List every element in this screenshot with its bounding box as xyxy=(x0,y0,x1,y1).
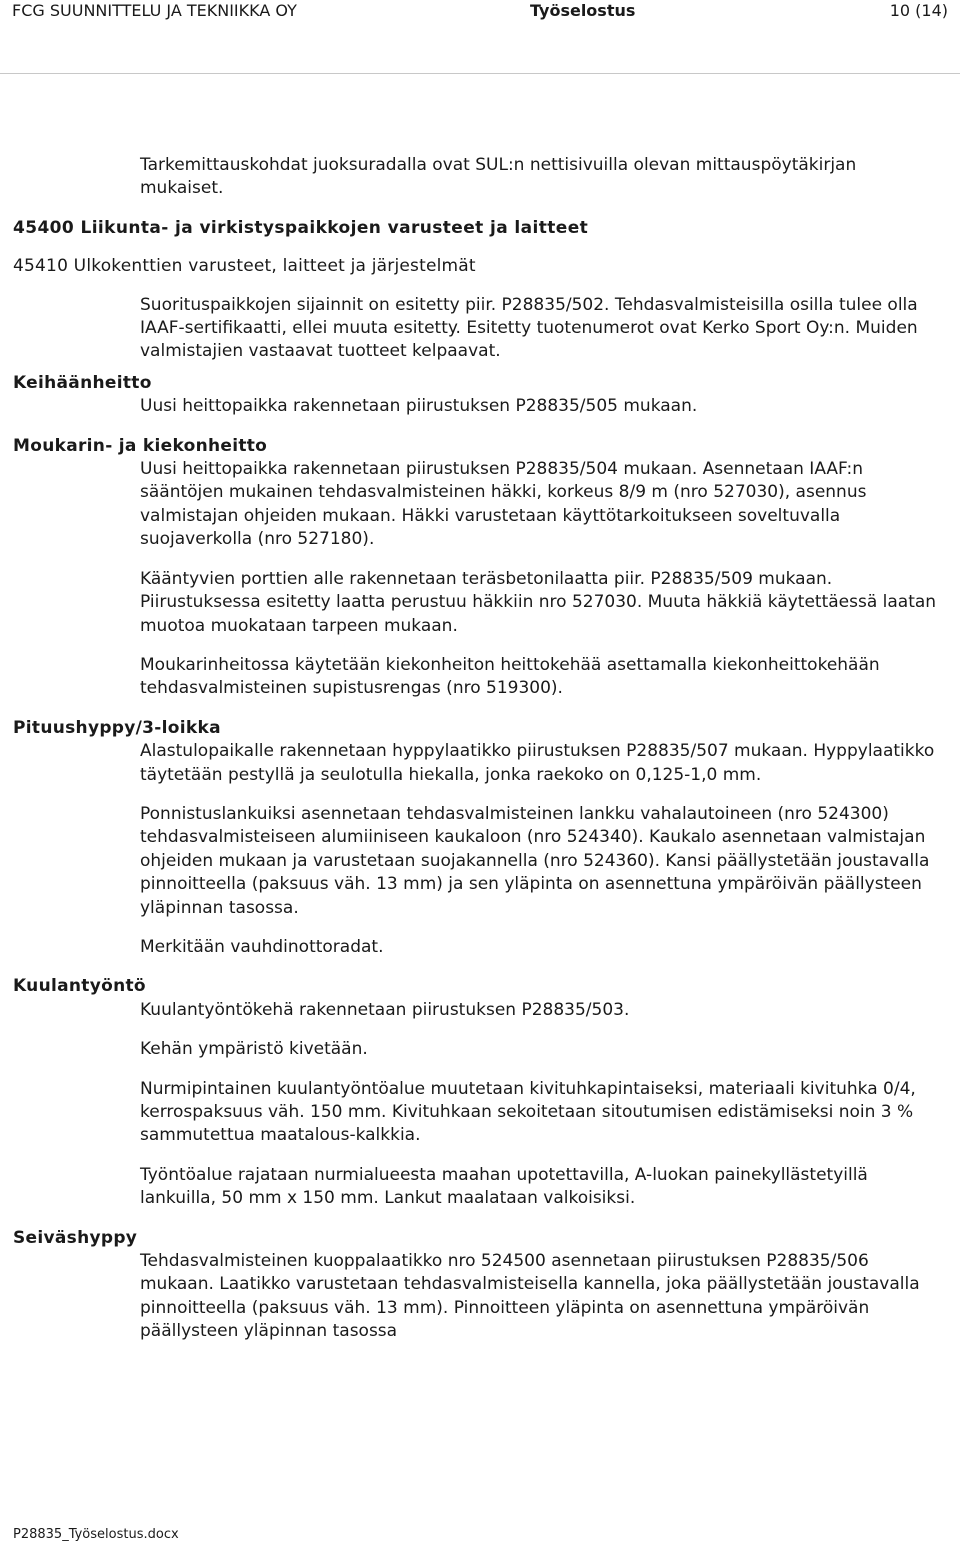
paragraph-intro: Tarkemittauskohdat juoksuradalla ovat SUL:n nettisivuilla olevan mittauspöytäkirjan mukaiset. xyxy=(140,155,857,199)
heading-45400: 45400 Liikunta- ja virkistyspaikkojen varusteet ja laitteet xyxy=(13,217,589,238)
paragraph-pituus-1: Alastulopaikalle rakennetaan hyppylaatikko piirustuksen P28835/507 mukaan. Hyppylaatikko täytetään pestyllä ja seulotulla hiekalla, jonka raekoko on 0,125-1,0 mm. xyxy=(140,741,935,785)
heading-45410: 45410 Ulkokenttien varusteet, laitteet ja järjestelmät xyxy=(13,256,476,277)
section-heading-keihas: Keihäänheitto xyxy=(13,372,152,393)
paragraph-kuula-1: Kuulantyöntökehä rakennetaan piirustuksen P28835/503. xyxy=(140,999,630,1020)
header-rule xyxy=(0,73,960,74)
paragraph-moukari-1: Uusi heittopaikka rakennetaan piirustuksen P28835/504 mukaan. Asennetaan IAAF:n sääntöjen mukainen tehdasvalmisteinen häkki, korkeus 8/9 m (nro 527030), asennus valmistajan ohjeiden mukaan. Häkki varustetaan käyttötarkoitukseen soveltuvalla suojaverkolla (nro 527180). xyxy=(140,459,867,550)
section-heading-seivas: Seiväshyppy xyxy=(13,1227,138,1248)
document-body xyxy=(0,154,960,1344)
page-header xyxy=(12,0,948,22)
document-title: Työselostus xyxy=(530,1,636,20)
section-heading-pituus: Pituushyppy/3-loikka xyxy=(13,717,221,738)
paragraph-pituus-2: Ponnistuslankuiksi asennetaan tehdasvalmisteinen lankku vahalautoineen (nro 524300) tehdasvalmisteiseen alumiiniseen kaukaloon (nro 524340). Kaukalo asennetaan valmistajan ohjeiden mukaan ja varustetaan suojakannella (nro 524360). Kansi päällystetään joustavalla pinnoitteella (paksuus väh. 13 mm) ja sen yläpinta on asennettuna ympäröivän päällysteen yläpinnan tasossa. xyxy=(140,803,930,918)
paragraph-kuula-4: Työntöalue rajataan nurmialueesta maahan upotettavilla, A-luokan painekyllästetyillä lankuilla, 50 mm x 150 mm. Lankut maalataan valkoisiksi. xyxy=(140,1164,868,1209)
paragraph-moukari-3: Moukarinheitossa käytetään kiekonheiton heittokehää asettamalla kiekonheittokehään tehdasvalmisteinen supistusrengas (nro 519300). xyxy=(140,654,880,699)
paragraph-kuula-3: Nurmipintainen kuulantyöntöalue muutetaan kivituhkapintaiseksi, materiaali kivituhka 0/4, kerrospaksuus väh. 150 mm. Kivituhkaan sekoitetaan sitoutumisen edistämiseksi noin 3 % sammutettua maatalous-kalkkia. xyxy=(140,1078,916,1146)
paragraph-seivas-1: Tehdasvalmisteinen kuoppalaatikko nro 524500 asennetaan piirustuksen P28835/506 mukaan. Laatikko varustetaan tehdasvalmisteisella kannella, joka päällystetään joustavalla pinnoitteella (paksuus väh. 13 mm). Pinnoitteen yläpinta on asennettuna ympäröivän päällysteen yläpinnan tasossa xyxy=(140,1251,920,1342)
paragraph-keihas-1: Uusi heittopaikka rakennetaan piirustuksen P28835/505 mukaan. xyxy=(140,396,698,417)
paragraph-pituus-3: Merkitään vauhdinottoradat. xyxy=(140,936,384,957)
paragraph-kuula-2: Kehän ympäristö kivetään. xyxy=(140,1039,368,1060)
page-number: 10 (14) xyxy=(889,1,948,20)
section-heading-moukari: Moukarin- ja kiekonheitto xyxy=(13,435,268,456)
paragraph-moukari-2: Kääntyvien porttien alle rakennetaan teräsbetonilaatta piir. P28835/509 mukaan. Piirustuksessa esitetty laatta perustuu häkkiin nro 527030. Muuta häkkiä käytettäessä laatan muotoa muokataan tarpeen mukaan. xyxy=(140,568,937,636)
section-heading-kuula: Kuulantyöntö xyxy=(13,976,146,997)
company-name: FCG SUUNNITTELU JA TEKNIIKKA OY xyxy=(12,1,297,20)
paragraph-suorituspaikat: Suorituspaikkojen sijainnit on esitetty piir. P28835/502. Tehdasvalmisteisilla osilla tulee olla IAAF-sertifikaatti, ellei muuta esitetty. Esitetty tuotenumerot ovat Kerko Sport Oy:n. Muiden valmistajien vastaavat tuotteet kelpaavat. xyxy=(140,294,918,362)
footer-filename: P28835_Työselostus.docx xyxy=(13,1527,179,1542)
